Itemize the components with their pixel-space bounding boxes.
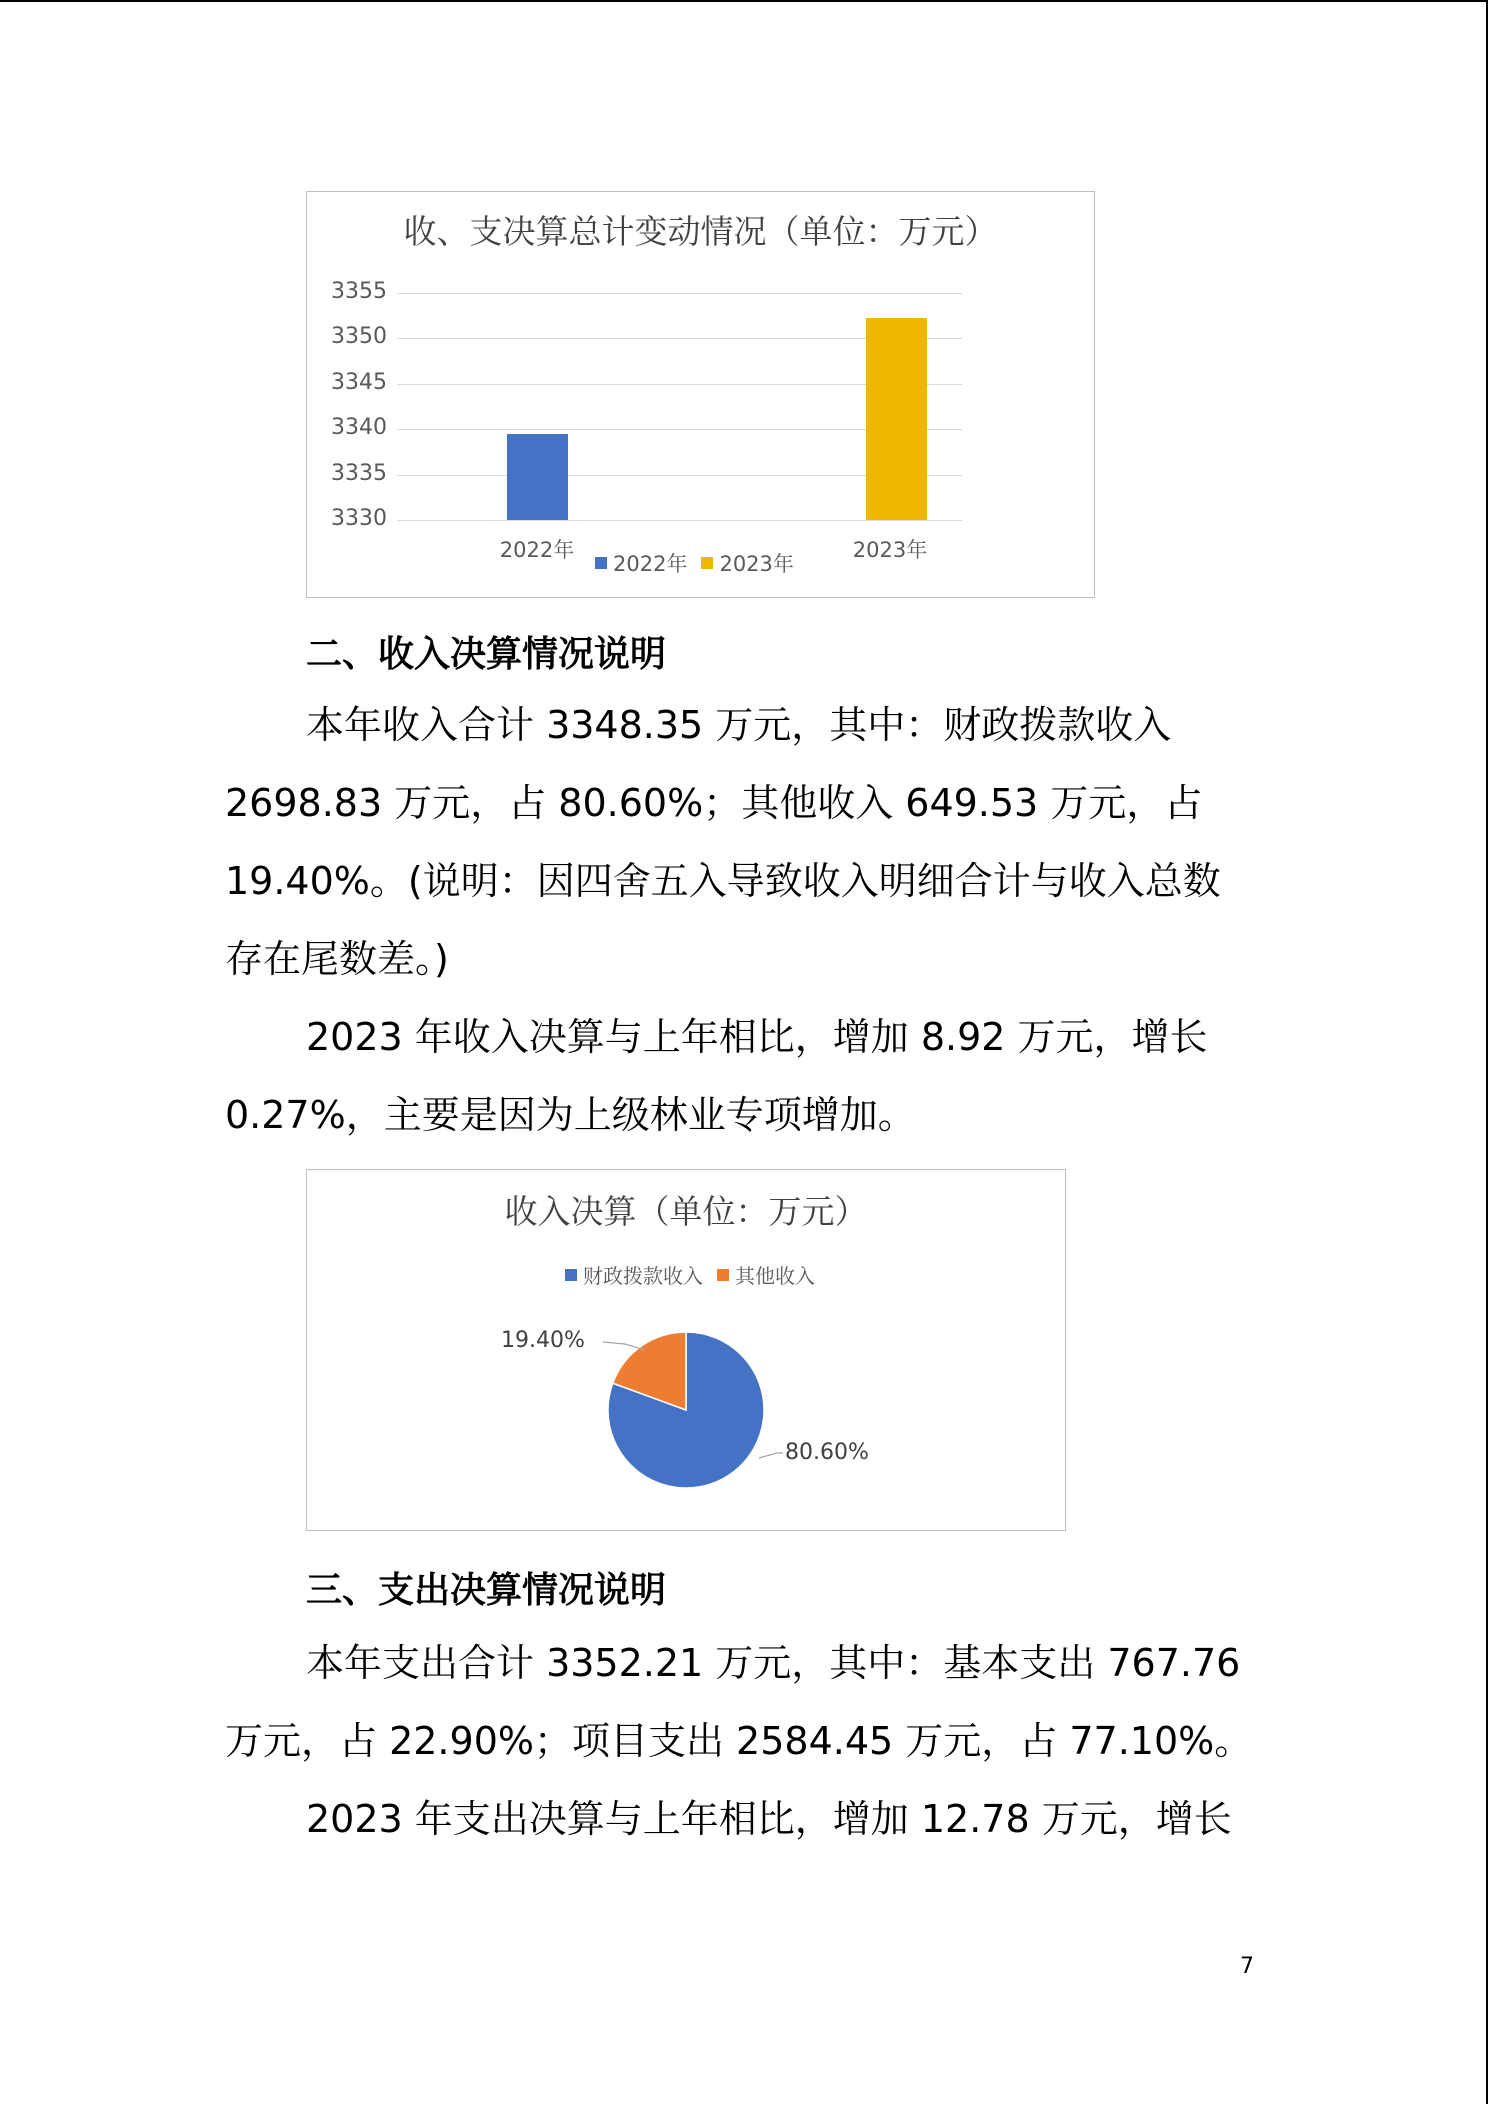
- y-tick-label: 3330: [331, 506, 387, 531]
- pie-value-label: 80.60%: [785, 1440, 869, 1465]
- y-tick-label: 3340: [331, 415, 387, 441]
- text-line: 本年收入合计 3348.35 万元，其中：财政拨款收入: [306, 703, 1172, 747]
- leader-line: [759, 1453, 783, 1458]
- text-line: 2023 年收入决算与上年相比，增加 8.92 万元，增长: [306, 1015, 1208, 1059]
- gridline: [397, 520, 962, 521]
- bar-chart-panel: [306, 191, 1095, 598]
- x-tick-label: 2022年: [499, 538, 575, 562]
- bar-2023年: [866, 318, 927, 520]
- legend-label: 2023年: [719, 552, 794, 576]
- chart-legend: [595, 548, 794, 578]
- bar-2022年: [507, 434, 568, 520]
- text-line: 19.40%。(说明：因四舍五入导致收入明细合计与收入总数: [225, 859, 1221, 903]
- pie-chart-panel: [306, 1169, 1066, 1531]
- chart-title: 收入决算（单位：万元）: [504, 1192, 868, 1231]
- legend-label: 财政拨款收入: [583, 1264, 703, 1288]
- text-line: 2023 年支出决算与上年相比，增加 12.78 万元，增长: [306, 1797, 1232, 1841]
- text-line: 存在尾数差。): [225, 937, 449, 981]
- legend-swatch: [595, 557, 607, 569]
- page-number: 7: [1240, 1954, 1254, 1979]
- top-border: [0, 0, 1488, 2]
- section-heading-income: 二、收入决算情况说明: [306, 634, 667, 675]
- text-line: 2698.83 万元，占 80.60%；其他收入 649.53 万元，占: [225, 781, 1203, 825]
- y-tick-label: 3350: [331, 324, 387, 350]
- y-tick-label: 3345: [331, 369, 387, 395]
- x-tick-label: 2023年: [852, 538, 928, 562]
- chart-title: 收、支决算总计变动情况（单位：万元）: [403, 212, 998, 251]
- pie-value-label: 19.40%: [501, 1328, 585, 1353]
- text-line: 万元，占 22.90%；项目支出 2584.45 万元，占 77.10%。: [225, 1719, 1253, 1763]
- text-line: 0.27%，主要是因为上级林业专项增加。: [225, 1093, 916, 1137]
- legend-label: 其他收入: [735, 1264, 815, 1288]
- text-line: 本年支出合计 3352.21 万元，其中：基本支出 767.76: [306, 1641, 1241, 1685]
- legend-label: 2022年: [613, 552, 688, 576]
- y-tick-label: 3355: [331, 279, 387, 304]
- gridline: [397, 293, 962, 294]
- income-paragraph: [225, 686, 1265, 1154]
- legend-swatch: [701, 557, 713, 569]
- section-heading-expense: 三、支出决算情况说明: [306, 1570, 667, 1611]
- y-tick-label: 3335: [331, 460, 387, 486]
- expense-paragraph: [225, 1624, 1265, 1858]
- pie-svg: [307, 1170, 1065, 1530]
